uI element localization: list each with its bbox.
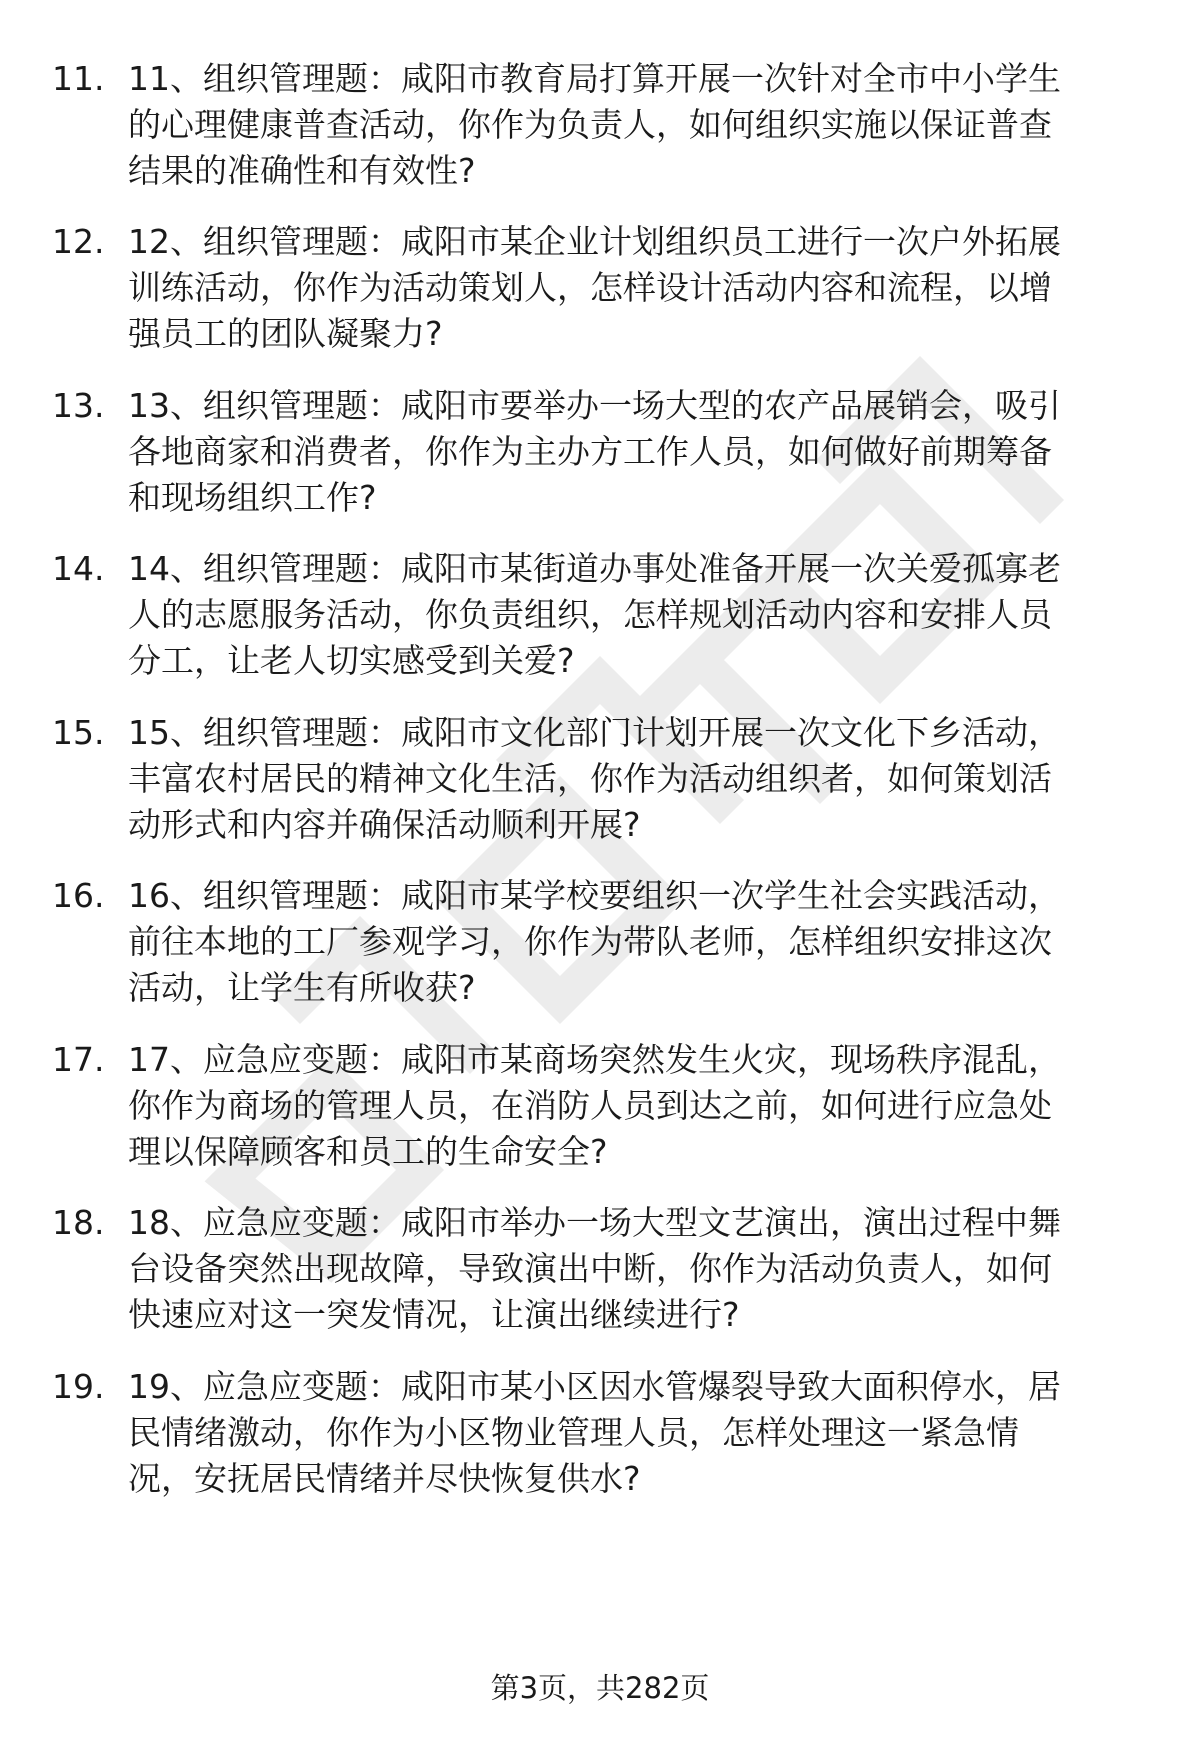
question-number: 17. [52, 1040, 105, 1079]
question-item-11 [0, 56, 1200, 206]
question-text: 11、组织管理题：咸阳市教育局打算开展一次针对全市中小学生 的心理健康普查活动，你作为负责人，如何组织实施以保证普查 结果的准确性和有效性? [128, 59, 1061, 190]
question-number: 12. [52, 222, 105, 261]
question-number: 11. [52, 59, 105, 98]
question-text: 17、应急应变题：咸阳市某商场突然发生火灾，现场秩序混乱， 你作为商场的管理人员，在消防人员到达之前，如何进行应急处 理以保障顾客和员工的生命安全? [128, 1040, 1061, 1171]
question-number: 15. [52, 713, 105, 752]
question-item-19 [0, 1364, 1200, 1514]
question-item-17 [0, 1037, 1200, 1187]
question-text: 19、应急应变题：咸阳市某小区因水管爆裂导致大面积停水，居 民情绪激动，你作为小区物业管理人员，怎样处理这一紧急情 况，安抚居民情绪并尽快恢复供水? [128, 1367, 1061, 1498]
question-item-12 [0, 219, 1200, 369]
page-footer: 第3页，共282页 [490, 1671, 710, 1705]
question-item-14 [0, 546, 1200, 696]
question-number: 16. [52, 876, 105, 915]
question-number: 18. [52, 1203, 105, 1242]
question-text: 18、应急应变题：咸阳市举办一场大型文艺演出，演出过程中舞 台设备突然出现故障，导致演出中断，你作为活动负责人，如何 快速应对这一突发情况，让演出继续进行? [128, 1203, 1061, 1334]
question-text: 15、组织管理题：咸阳市文化部门计划开展一次文化下乡活动， 丰富农村居民的精神文化生活，你作为活动组织者，如何策划活 动形式和内容并确保活动顺利开展? [128, 713, 1061, 844]
question-item-18 [0, 1200, 1200, 1350]
question-text: 13、组织管理题：咸阳市要举办一场大型的农产品展销会，吸引 各地商家和消费者，你作为主办方工作人员，如何做好前期筹备 和现场组织工作? [128, 386, 1061, 517]
question-number: 14. [52, 549, 105, 588]
question-text: 12、组织管理题：咸阳市某企业计划组织员工进行一次户外拓展 训练活动，你作为活动策划人，怎样设计活动内容和流程，以增 强员工的团队凝聚力? [128, 222, 1061, 353]
question-item-15 [0, 710, 1200, 860]
question-text: 16、组织管理题：咸阳市某学校要组织一次学生社会实践活动， 前往本地的工厂参观学习，你作为带队老师，怎样组织安排这次 活动，让学生有所收获? [128, 876, 1061, 1007]
question-item-13 [0, 383, 1200, 533]
question-text: 14、组织管理题：咸阳市某街道办事处准备开展一次关爱孤寡老 人的志愿服务活动，你负责组织，怎样规划活动内容和安排人员 分工，让老人切实感受到关爱? [128, 549, 1061, 680]
question-number: 13. [52, 386, 105, 425]
question-item-16 [0, 873, 1200, 1023]
question-number: 19. [52, 1367, 105, 1406]
